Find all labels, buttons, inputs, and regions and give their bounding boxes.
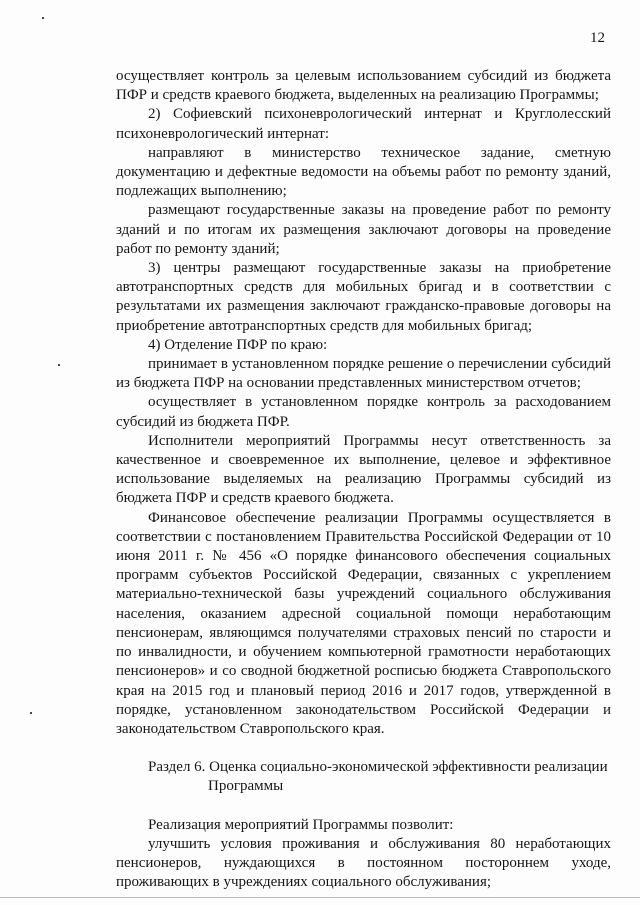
paragraph: осуществляет контроль за целевым использованием субсидий из бюджета ПФР и средств краевого бюджета, выделенных на реализацию Программы; [116,68,611,104]
section-heading-line2: Программы [208,778,284,795]
paragraph: осуществляет в установленном порядке контроль за расходованием субсидий из бюджета ПФР. [116,394,611,430]
paragraph: Исполнители мероприятий Программы несут ответственность за качественное и своевременное их выполнение, целевое и эффективное использование выделяемых на реализацию Программы субсидий из бюджета ПФР и средств краевого бюджета. [116,432,611,507]
paragraph: 4) Отделение ПФР по краю: [148,336,328,353]
paragraph: улучшить условия проживания и обслуживания 80 неработающих пенсионеров, нуждающихся в постоянном постороннем уходе, проживающих в учреждениях социального обслуживания; [116,835,611,891]
paragraph: 3) центры размещают государственные заказы на приобретение автотранспортных средств для мобильных бригад и в соответствии с результатами их размещения заключают гражданско-правовые договоры на приобретение автотранспортных средств для мобильных бригад; [116,260,611,334]
document-body [116,67,611,892]
paragraph: направляют в министерство техническое задание, сметную документацию и дефектные ведомости на объемы работ по ремонту зданий, подлежащих выполнению; [116,144,611,200]
spacer [116,739,611,758]
paragraph: Финансовое обеспечение реализации Программы осуществляется в соответствии с постановлением Правительства Российской Федерации от 10 июня 2011 г. № 456 «О порядке финансового обеспечения социальных программ субъектов Российской Федерации, связанных с укреплением материально-технической базы учреждений социального обслуживания населения, оказанием адресной социальной помощи неработающим пенсионерам, являющимся получателями страховых пенсий по старости и по инвалидности, и обучением компьютерной грамотности неработающих пенсионеров» и со сводной бюджетной росписью бюджета Ставропольского края на 2015 год и плановый период 2016 и 2017 годов, утвержденной в порядке, установленном законодательством Российской Федерации и законодательством Ставропольского края. [116,509,611,737]
paragraph: принимает в установленном порядке решение о перечислении субсидий из бюджета ПФР на основании представленных министерством отчетов; [116,356,611,392]
section-heading-line1: Раздел 6. Оценка социально-экономической эффективности реализации [148,759,608,776]
scan-edge-line [0,897,640,898]
paragraph: Реализация мероприятий Программы позволит: [148,816,454,833]
scan-speck [30,712,32,714]
scan-speck [42,17,44,19]
page-number: 12 [590,30,605,46]
paragraph: размещают государственные заказы на проведение работ по ремонту зданий и по итогам их размещения заключают договоры на проведение работ по ремонту зданий; [116,202,611,257]
spacer [116,797,611,816]
section-heading [116,758,611,796]
scan-speck [58,364,60,366]
paragraph: 2) Софиевский психоневрологический интернат и Круглолесский психоневрологический интернат: [116,106,611,142]
